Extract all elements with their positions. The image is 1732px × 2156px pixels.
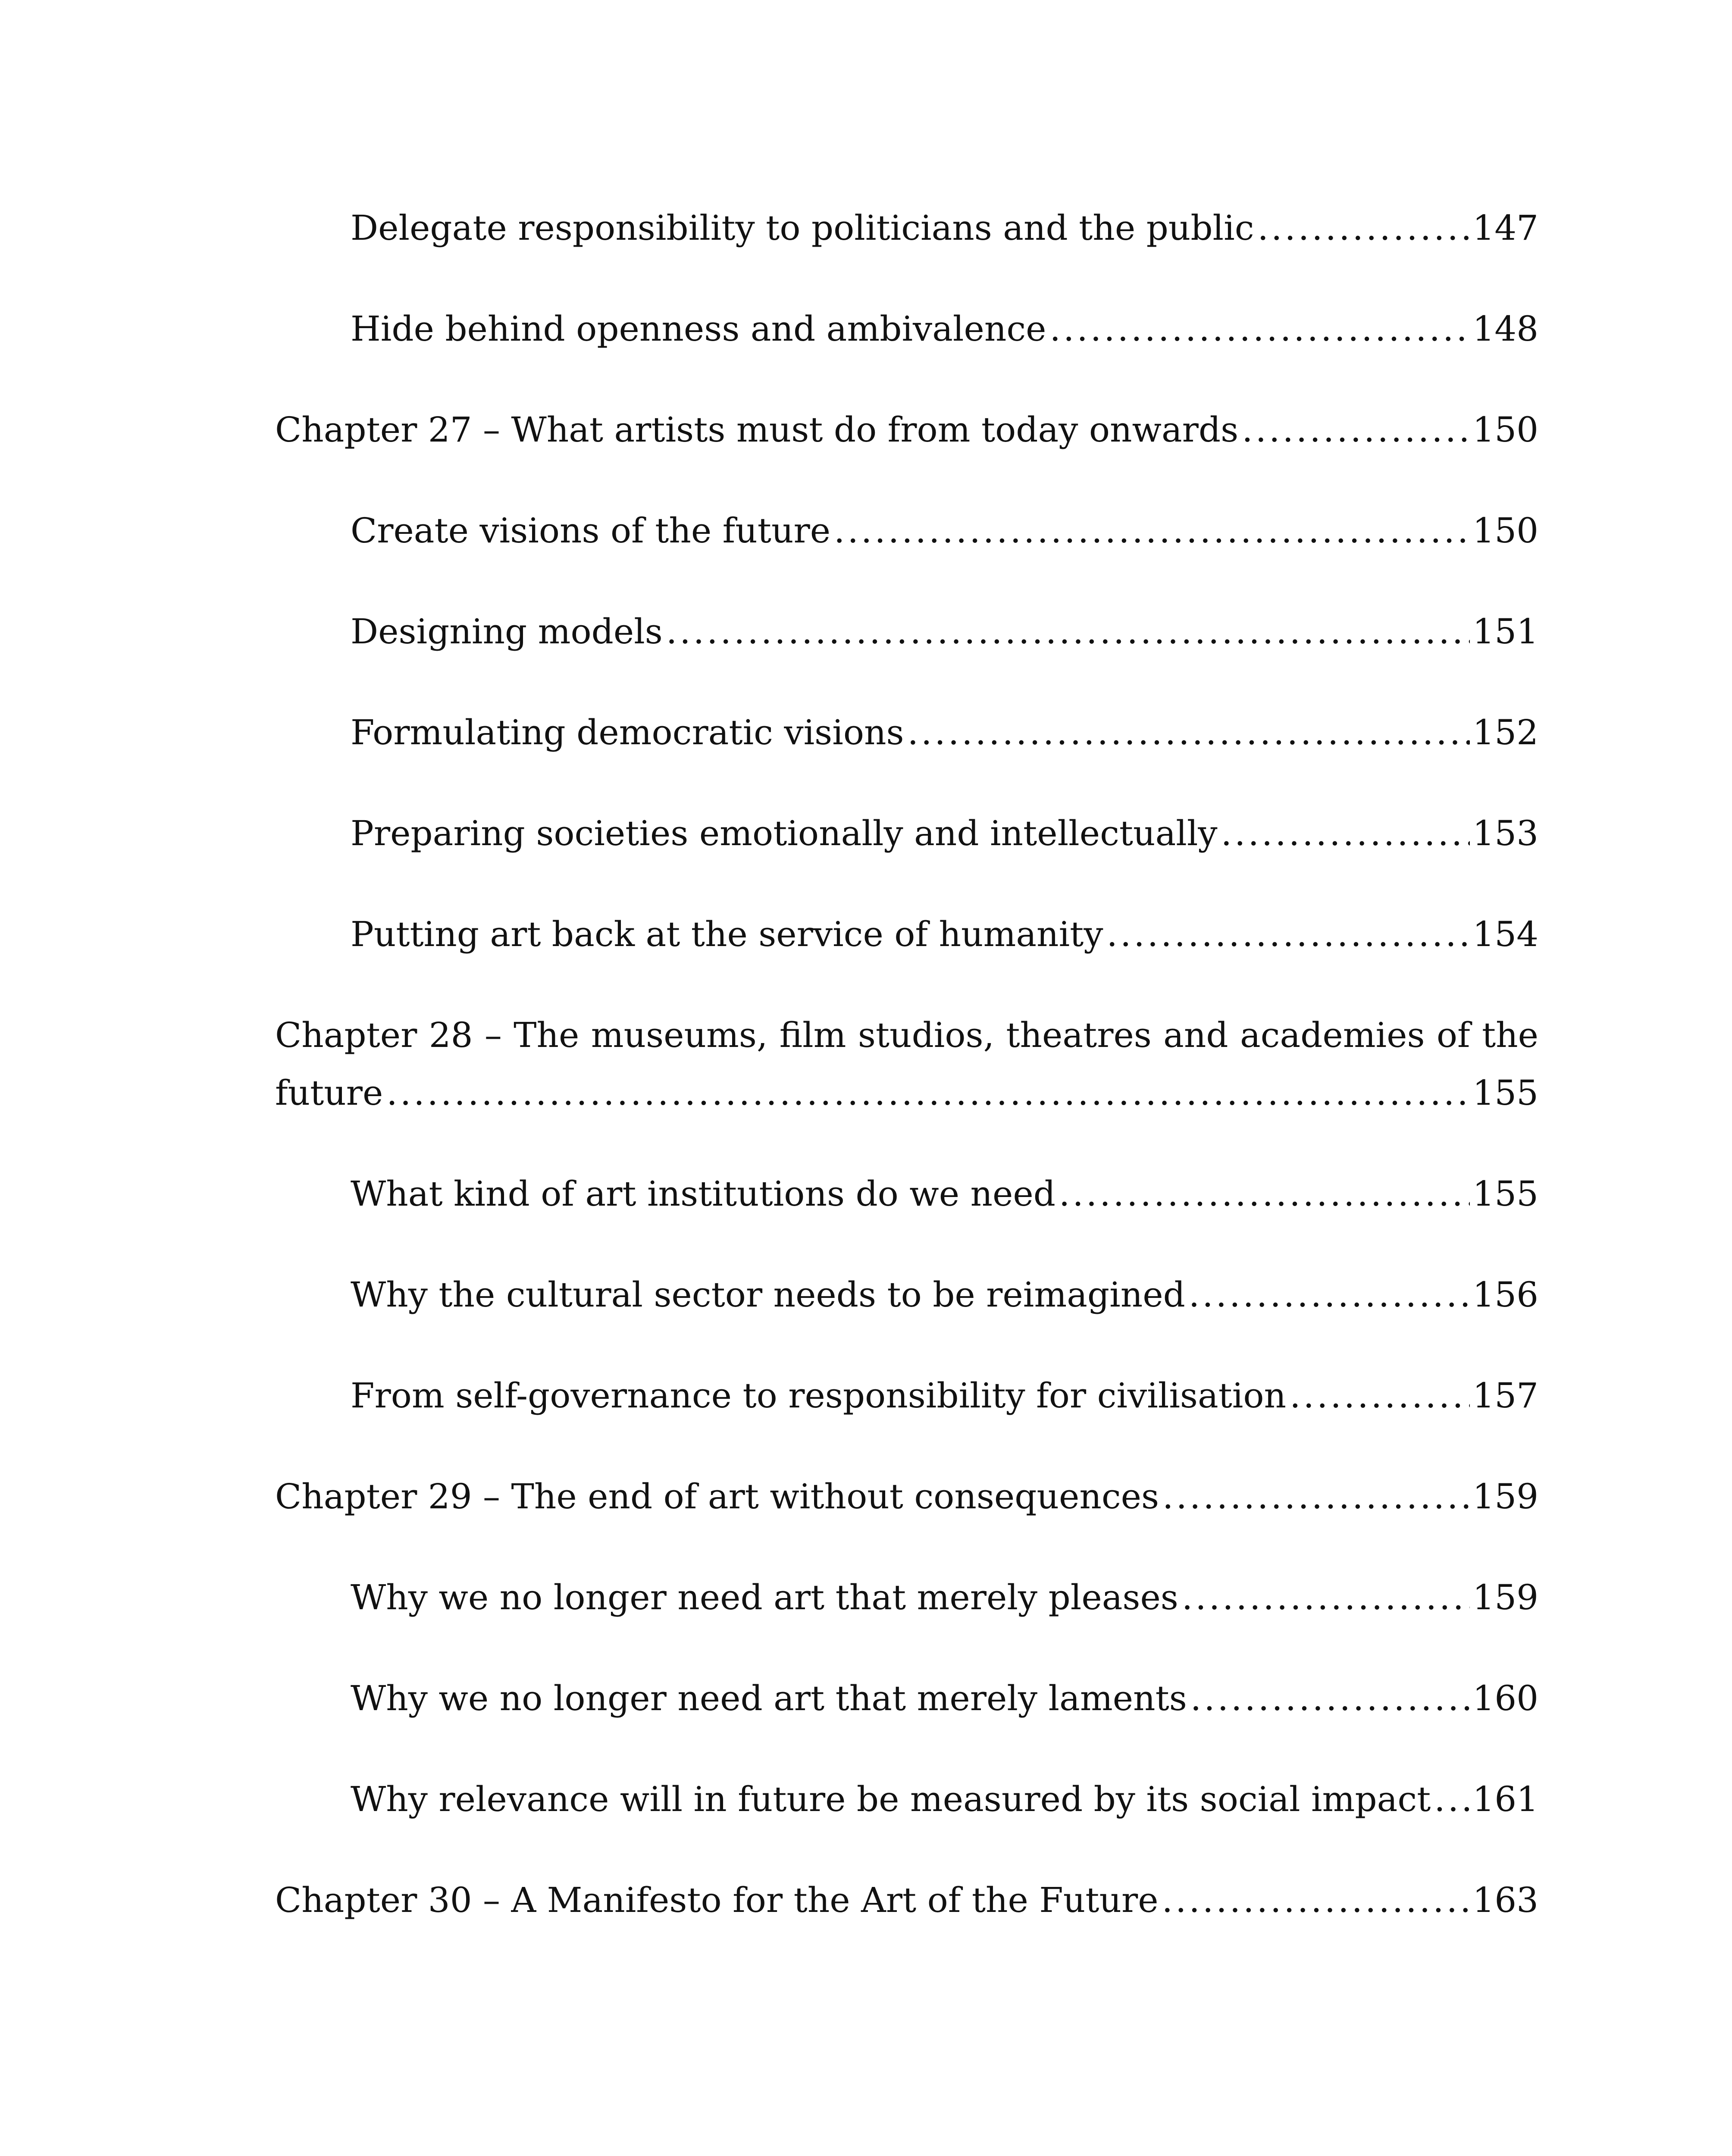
toc-chapter-title-line1 — [275, 1006, 1538, 1064]
toc-entry — [351, 199, 1538, 257]
toc-page-number: 163 — [1472, 1880, 1538, 1920]
toc-chapter-entry — [275, 401, 1538, 459]
toc-page-number: 152 — [1472, 712, 1538, 752]
title-word: Chapter — [275, 1015, 417, 1055]
toc-page-number: 153 — [1472, 813, 1538, 853]
toc-entry-title: Why we no longer need art that merely laments — [351, 1678, 1187, 1718]
toc-page-number: 156 — [1472, 1275, 1538, 1315]
dot-leader — [1190, 1670, 1470, 1727]
toc-chapter-title-line2: future — [275, 1073, 383, 1113]
toc-entry-title: Delegate responsibility to politicians and the public — [351, 208, 1254, 248]
dot-leader — [1107, 906, 1470, 963]
dot-leader — [1059, 1165, 1470, 1223]
dot-leader — [1221, 805, 1470, 862]
dot-leader — [1162, 1468, 1470, 1526]
toc-entry — [351, 300, 1538, 358]
toc-entry-title: What kind of art institutions do we need — [351, 1174, 1055, 1214]
toc-entry-title: Formulating democratic visions — [351, 712, 904, 752]
toc-entry — [351, 805, 1538, 862]
toc-page-number: 148 — [1472, 309, 1538, 349]
toc-page-number: 159 — [1472, 1577, 1538, 1617]
toc-entry — [351, 603, 1538, 661]
title-word: academies — [1240, 1015, 1425, 1055]
dot-leader — [1290, 1367, 1470, 1425]
toc-entry-title: Hide behind openness and ambivalence — [351, 309, 1046, 349]
toc-entry — [351, 1771, 1538, 1828]
toc-chapter-title: Chapter 29 – The end of art without consequences — [275, 1476, 1159, 1517]
dot-leader — [1050, 300, 1470, 358]
toc-page-number: 155 — [1472, 1174, 1538, 1214]
dot-leader — [386, 1064, 1470, 1122]
table-of-contents — [275, 199, 1538, 1972]
toc-chapter-entry — [275, 1871, 1538, 1929]
toc-entry — [351, 704, 1538, 761]
toc-chapter-title: Chapter 30 – A Manifesto for the Art of the Future — [275, 1880, 1159, 1920]
toc-chapter-title: Chapter 27 – What artists must do from today onwards — [275, 410, 1239, 450]
toc-page-number: 150 — [1472, 410, 1538, 450]
toc-chapter-entry — [275, 1468, 1538, 1526]
toc-entry-title: Why we no longer need art that merely pleases — [351, 1577, 1178, 1617]
toc-entry — [351, 1670, 1538, 1727]
toc-entry-title: Designing models — [351, 611, 663, 652]
title-word: film — [779, 1015, 846, 1055]
toc-entry — [351, 502, 1538, 560]
title-word: The — [514, 1015, 579, 1055]
title-word: the — [1481, 1015, 1538, 1055]
title-word: studios, — [858, 1015, 995, 1055]
toc-entry-title: Putting art back at the service of humanity — [351, 914, 1103, 954]
toc-page-number: 160 — [1472, 1678, 1538, 1718]
toc-entry-title: From self-governance to responsibility for civilisation — [351, 1376, 1287, 1416]
toc-entry — [351, 906, 1538, 963]
dot-leader — [666, 603, 1470, 661]
dot-leader — [1182, 1569, 1470, 1626]
toc-entry-title: Why relevance will in future be measured by its social impact — [351, 1779, 1431, 1819]
toc-page-number: 147 — [1472, 208, 1538, 248]
dot-leader — [1258, 199, 1470, 257]
title-word: and — [1163, 1015, 1228, 1055]
title-word: – — [484, 1015, 502, 1055]
title-word: museums, — [591, 1015, 768, 1055]
toc-entry — [351, 1367, 1538, 1425]
dot-leader — [834, 502, 1470, 560]
toc-entry-title: Create visions of the future — [351, 511, 831, 551]
toc-entry — [351, 1569, 1538, 1626]
toc-entry — [351, 1165, 1538, 1223]
toc-page-number: 159 — [1472, 1476, 1538, 1517]
toc-page-number: 154 — [1472, 914, 1538, 954]
toc-page-number: 151 — [1472, 611, 1538, 652]
toc-chapter-entry — [275, 1006, 1538, 1122]
title-word: 28 — [429, 1015, 473, 1055]
title-word: theatres — [1006, 1015, 1152, 1055]
dot-leader — [1434, 1771, 1470, 1828]
toc-page-number: 150 — [1472, 511, 1538, 551]
dot-leader — [1242, 401, 1470, 459]
dot-leader — [1162, 1871, 1470, 1929]
title-word: of — [1436, 1015, 1470, 1055]
toc-page-number: 155 — [1472, 1073, 1538, 1113]
toc-page-number: 161 — [1472, 1779, 1538, 1819]
toc-entry-title: Preparing societies emotionally and intellectually — [351, 813, 1218, 853]
dot-leader — [1189, 1266, 1470, 1324]
toc-entry — [351, 1266, 1538, 1324]
toc-entry-title: Why the cultural sector needs to be reimagined — [351, 1275, 1185, 1315]
toc-page-number: 157 — [1472, 1376, 1538, 1416]
dot-leader — [908, 704, 1470, 761]
